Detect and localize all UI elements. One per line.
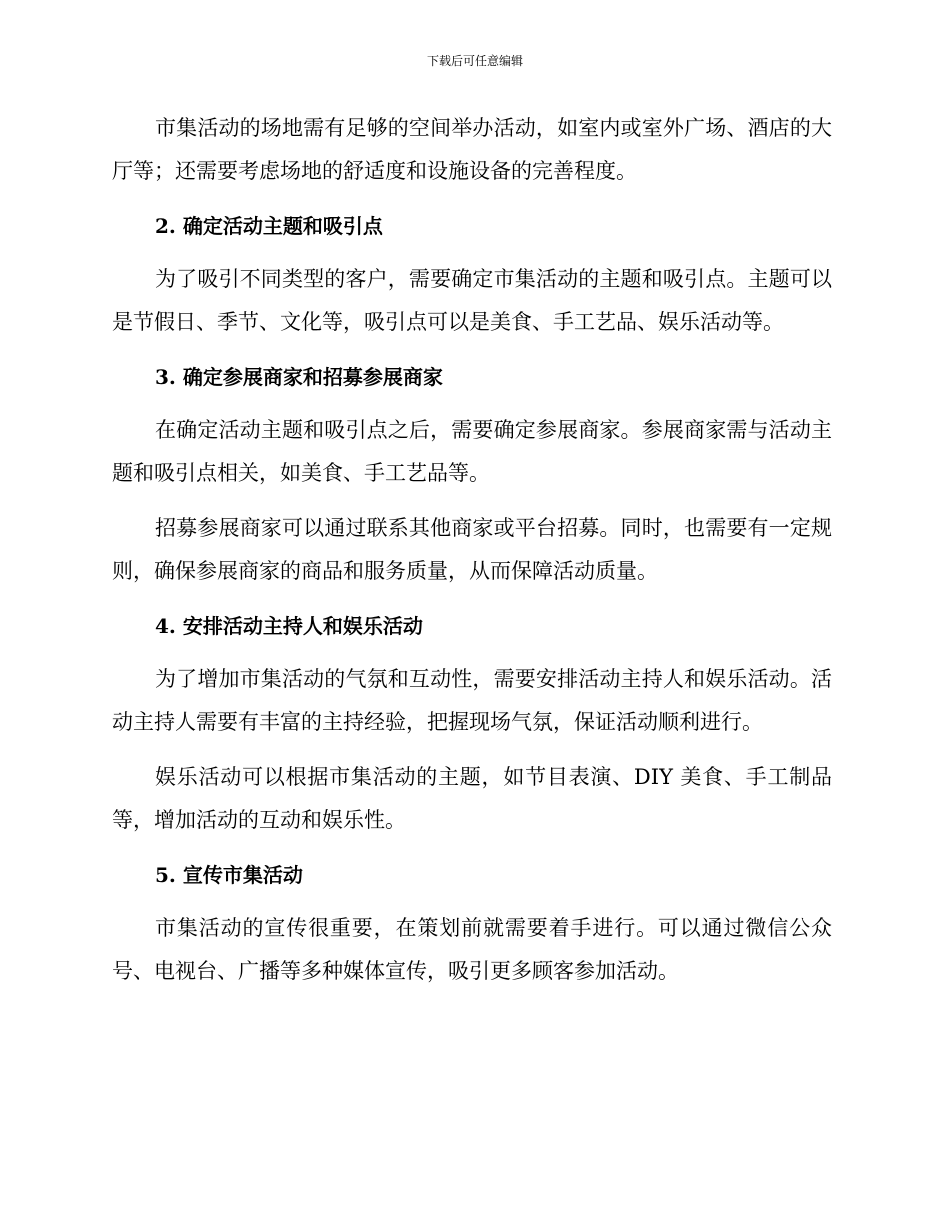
document-body	[112, 107, 832, 1005]
paragraph-entertainment: 娱乐活动可以根据市集活动的主题，如节目表演、DIY 美食、手工制品等，增加活动的互动和娱乐性。	[112, 765, 832, 832]
heading-promotion: 5. 宣传市集活动	[155, 863, 303, 887]
heading-host-entertainment: 4. 安排活动主持人和娱乐活动	[155, 614, 423, 638]
paragraph-promotion: 市集活动的宣传很重要，在策划前就需要着手进行。可以通过微信公众号、电视台、广播等多种媒体宣传，吸引更多顾客参加活动。	[112, 916, 832, 983]
heading-theme: 2. 确定活动主题和吸引点	[155, 214, 383, 238]
page-header: 下载后可任意编辑	[426, 54, 523, 68]
paragraph-exhibitors: 在确定活动主题和吸引点之后，需要确定参展商家。参展商家需与活动主题和吸引点相关，如美食、手工艺品等。	[112, 418, 832, 485]
paragraph-recruitment: 招募参展商家可以通过联系其他商家或平台招募。同时，也需要有一定规则，确保参展商家的商品和服务质量，从而保障活动质量。	[112, 516, 832, 583]
heading-exhibitors: 3. 确定参展商家和招募参展商家	[155, 365, 443, 389]
paragraph-theme: 为了吸引不同类型的客户，需要确定市集活动的主题和吸引点。主题可以是节假日、季节、文化等，吸引点可以是美食、手工艺品、娱乐活动等。	[112, 267, 832, 334]
paragraph-venue: 市集活动的场地需有足够的空间举办活动，如室内或室外广场、酒店的大厅等；还需要考虑场地的舒适度和设施设备的完善程度。	[112, 116, 832, 183]
paragraph-host: 为了增加市集活动的气氛和互动性，需要安排活动主持人和娱乐活动。活动主持人需要有丰富的主持经验，把握现场气氛，保证活动顺利进行。	[112, 667, 832, 734]
